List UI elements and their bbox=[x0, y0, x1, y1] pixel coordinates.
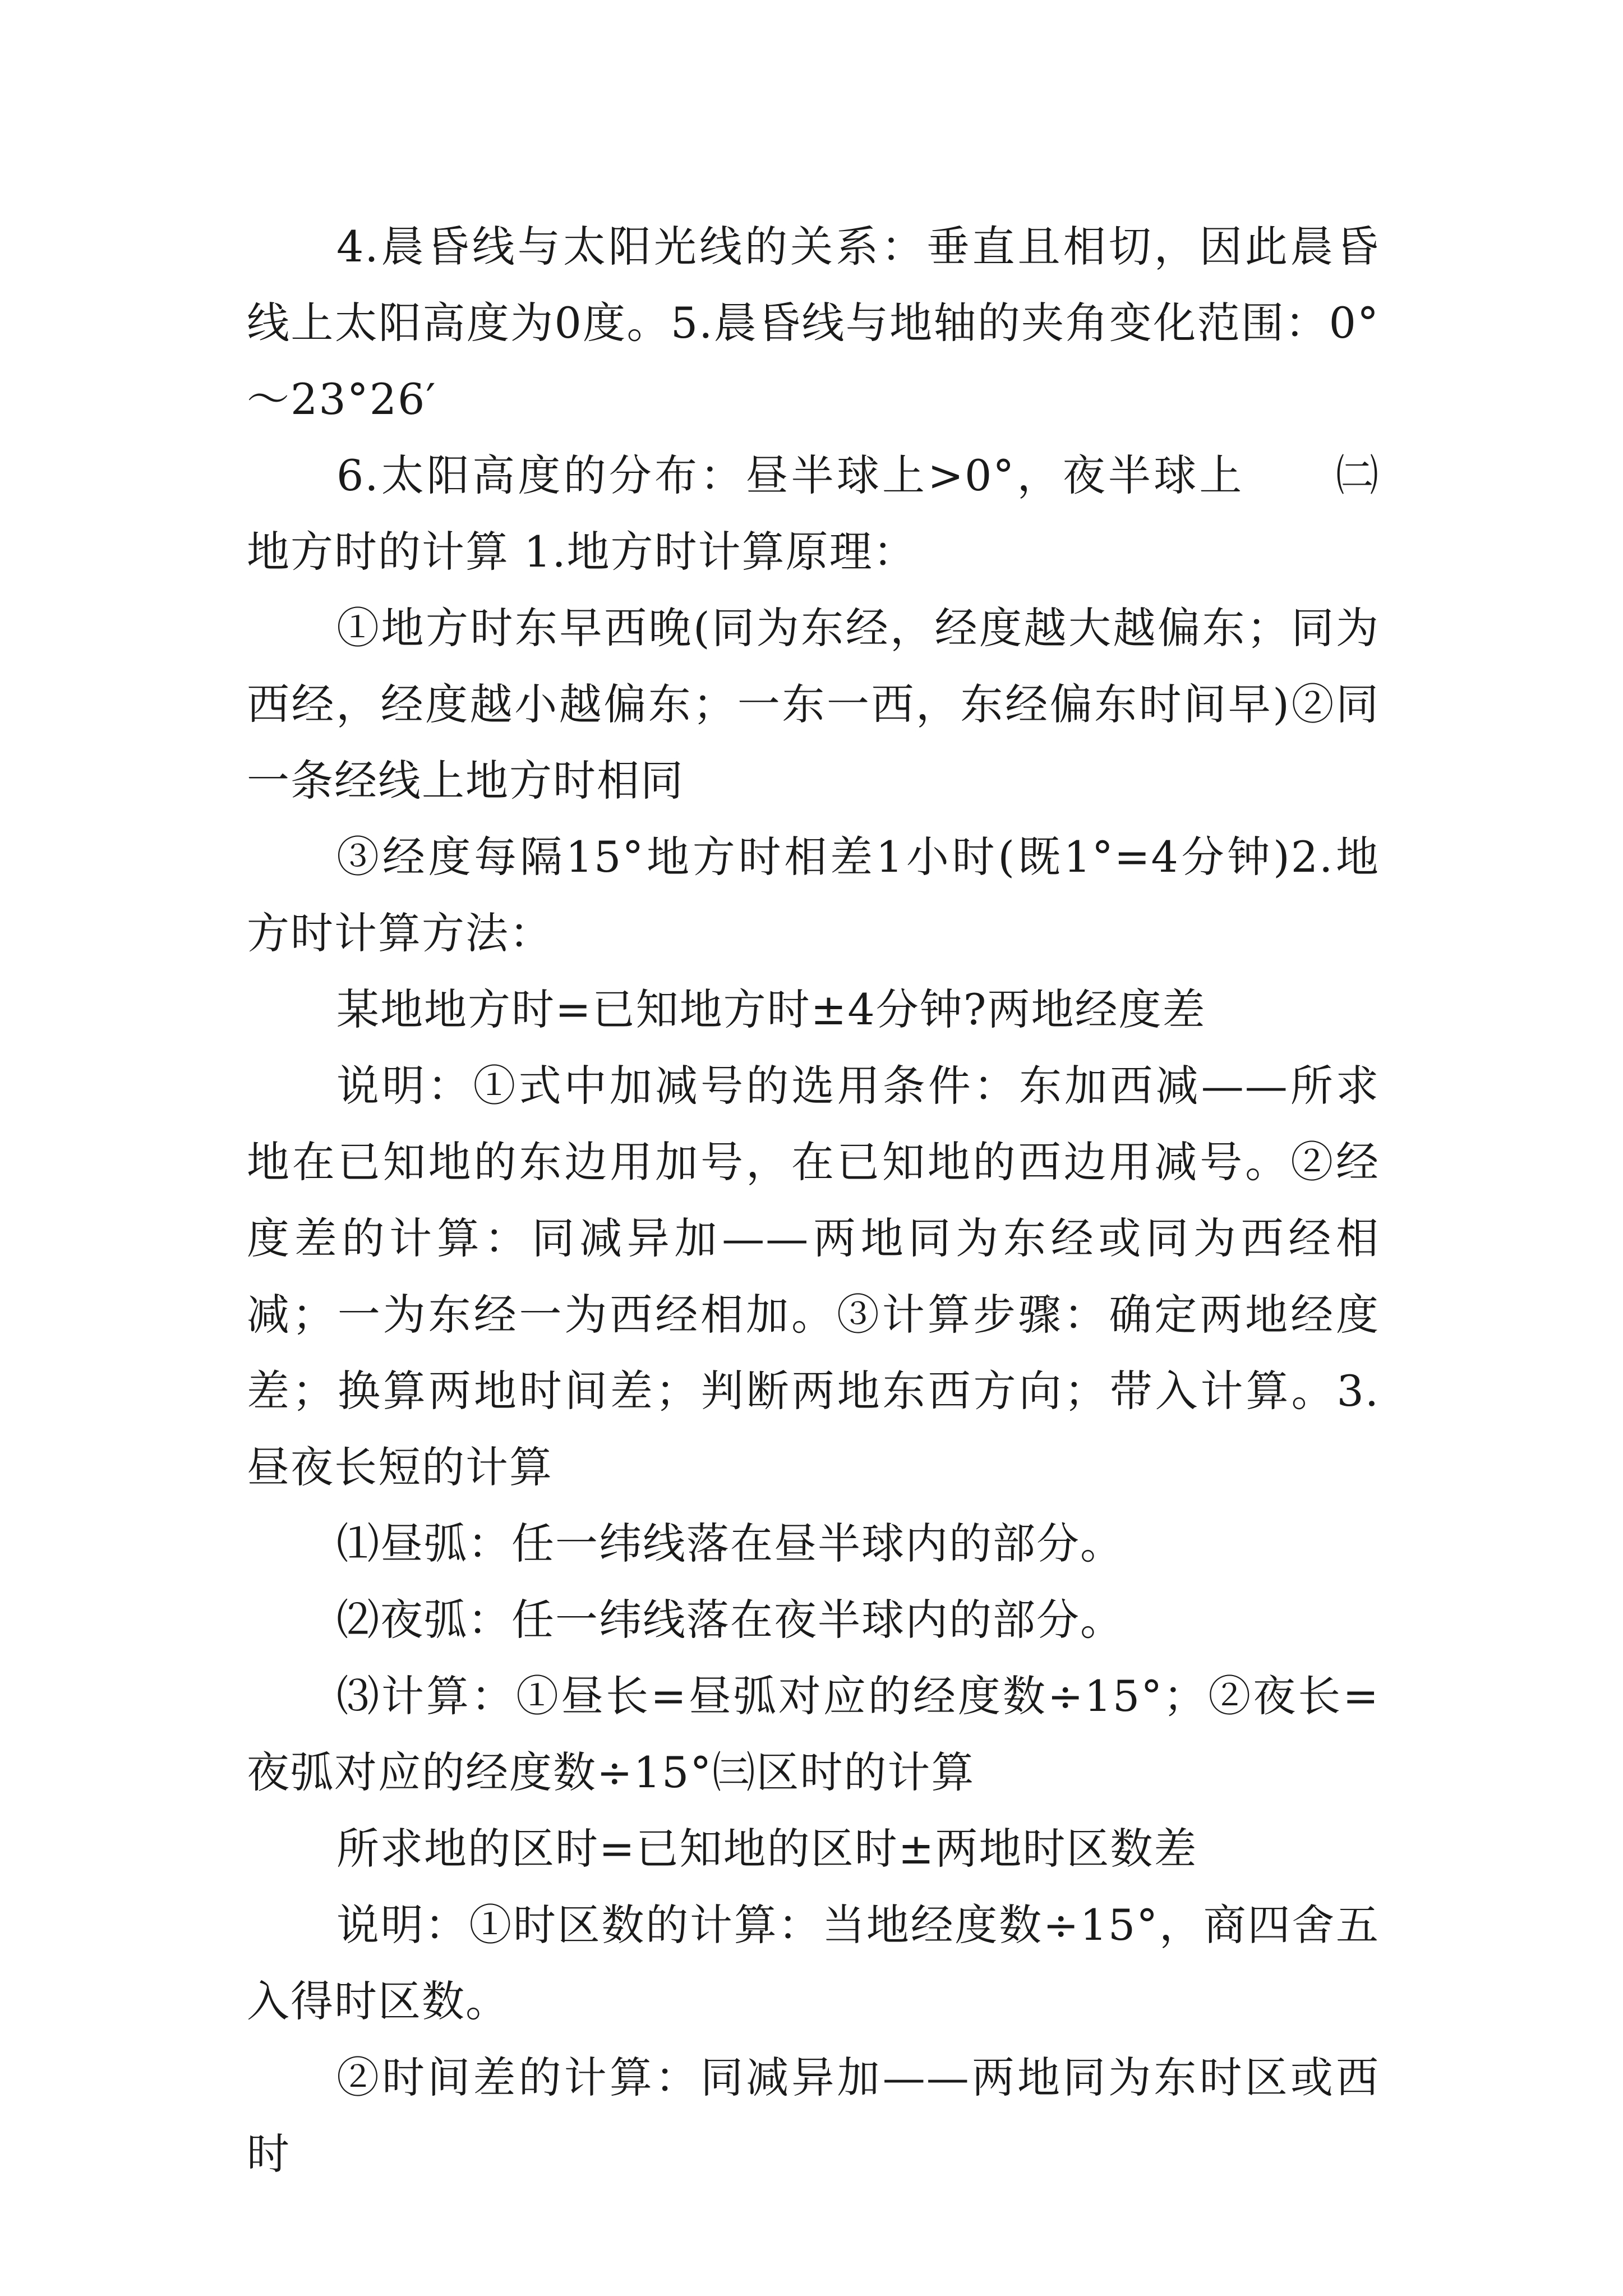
paragraph-day-arc: ⑴昼弧：任一纬线落在昼半球内的部分。 bbox=[336, 1519, 1124, 1568]
paragraph-local-time-principle: ①地方时东早西晚(同为东经，经度越大越偏东；同为西经，经度越小越偏东；一东一西，东经偏东时间早)②同一条经线上地方时相同 bbox=[247, 603, 1380, 806]
paragraph-solar-altitude: 6.太阳高度的分布：昼半球上>0°，夜半球上 ㈡地方时的计算 1.地方时计算原理： bbox=[247, 450, 1380, 577]
paragraph-formula-explanation: 说明：①式中加减号的选用条件：东加西减——所求地在已知地的东边用加号，在已知地的西边用减号。②经度差的计算：同减异加——两地同为东经或同为西经相减；一为东经一为西经相加。③计算步骤：确定两地经度差；换算两地时间差；判断两地东西方向；带入计算。3.昼夜长短的计算 bbox=[247, 1061, 1380, 1492]
paragraph-local-time-formula: 某地地方时=已知地方时±4分钟?两地经度差 bbox=[336, 984, 1206, 1034]
paragraph-zone-number-calc: 说明：①时区数的计算：当地经度数÷15°，商四舍五入得时区数。 bbox=[247, 1900, 1380, 2026]
paragraph-night-arc: ⑵夜弧：任一纬线落在夜半球内的部分。 bbox=[336, 1595, 1124, 1645]
body-text bbox=[247, 209, 1380, 2192]
paragraph-day-length-calc: ⑶计算：①昼长=昼弧对应的经度数÷15°；②夜长=夜弧对应的经度数÷15°㈢区时的计算 bbox=[247, 1671, 1380, 1797]
paragraph-terminator-relations: 4.晨昏线与太阳光线的关系：垂直且相切，因此晨昏线上太阳高度为0度。5.晨昏线与地轴的夹角变化范围：0°～23°26′ bbox=[247, 222, 1380, 424]
paragraph-zone-time-formula: 所求地的区时=已知地的区时±两地时区数差 bbox=[336, 1824, 1198, 1874]
paragraph-longitude-interval: ③经度每隔15°地方时相差1小时(既1°=4分钟)2.地方时计算方法： bbox=[247, 832, 1380, 958]
paragraph-time-difference-calc: ②时间差的计算：同减异加——两地同为东时区或西时 bbox=[247, 2053, 1380, 2179]
